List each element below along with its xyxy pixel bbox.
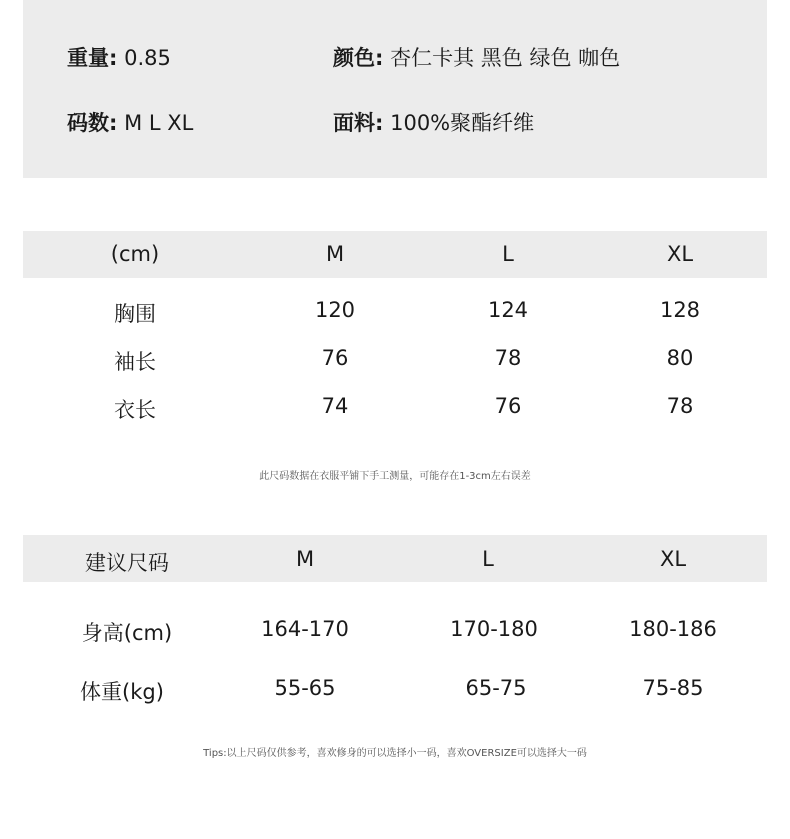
weight-info xyxy=(67,42,171,72)
fabric-value: 100%聚酯纤维 xyxy=(390,111,535,135)
measure-cell: 76 xyxy=(494,394,522,418)
suggest-cell: 170-180 xyxy=(450,617,538,641)
color-info xyxy=(333,42,620,72)
color-label: 颜色: xyxy=(333,46,384,70)
measure-cell: 74 xyxy=(321,394,349,418)
tips-note: Tips:以上尺码仅供参考，喜欢修身的可以选择小一码，喜欢OVERSIZE可以选择大一码 xyxy=(203,748,587,759)
measure-note: 此尺码数据在衣服平铺下手工测量，可能存在1-3cm左右误差 xyxy=(259,471,531,482)
measure-row-label: 胸围 xyxy=(114,302,156,326)
fabric-info xyxy=(333,107,534,137)
fabric-label: 面料: xyxy=(333,111,384,135)
suggest-header-label: 建议尺码 xyxy=(85,551,169,575)
measure-cell: 124 xyxy=(487,298,529,322)
measure-cell: 128 xyxy=(659,298,701,322)
suggest-cell: 180-186 xyxy=(629,617,717,641)
suggest-header-m: M xyxy=(295,547,315,571)
suggest-cell: 65-75 xyxy=(465,676,527,700)
weight-label: 重量: xyxy=(67,46,118,70)
measure-header-unit: (cm) xyxy=(110,242,160,266)
measure-cell: 76 xyxy=(321,346,349,370)
measure-row-label: 衣长 xyxy=(114,398,156,422)
suggest-cell: 55-65 xyxy=(274,676,336,700)
size-info xyxy=(67,107,193,137)
size-label: 码数: xyxy=(67,111,118,135)
measure-cell: 78 xyxy=(494,346,522,370)
measure-cell: 80 xyxy=(666,346,694,370)
suggest-header-xl: XL xyxy=(659,547,687,571)
suggest-row-label: 身高(cm) xyxy=(81,621,173,645)
color-value: 杏仁卡其 黑色 绿色 咖色 xyxy=(390,46,621,70)
weight-value: 0.85 xyxy=(124,46,171,70)
size-value: M L XL xyxy=(124,111,194,135)
product-info-panel xyxy=(23,0,767,178)
measure-row-label: 袖长 xyxy=(114,350,156,374)
suggest-cell: 75-85 xyxy=(642,676,704,700)
measure-header-l: L xyxy=(502,242,514,266)
measure-cell: 120 xyxy=(314,298,356,322)
measure-cell: 78 xyxy=(666,394,694,418)
measure-header-xl: XL xyxy=(666,242,694,266)
measure-header-m: M xyxy=(325,242,345,266)
suggest-cell: 164-170 xyxy=(261,617,349,641)
suggest-row-label: 体重(kg) xyxy=(80,680,164,704)
suggest-header-l: L xyxy=(482,547,494,571)
